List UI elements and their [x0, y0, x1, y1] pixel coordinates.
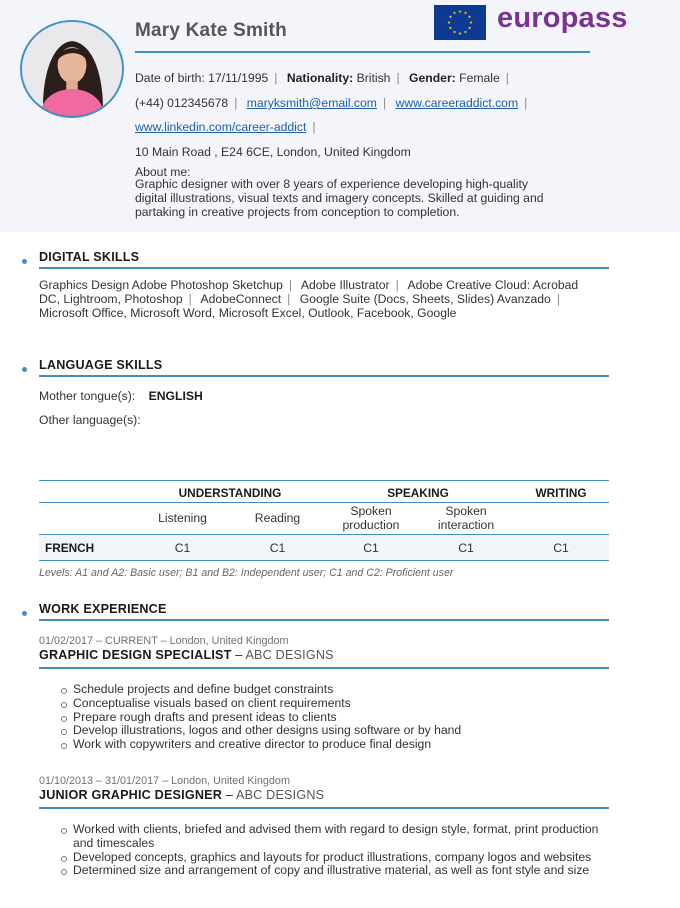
skill-item: Graphics Design Adobe Photoshop Sketchup [39, 278, 283, 292]
listening-level: C1 [174, 541, 191, 555]
speaking-header: SPEAKING [387, 486, 449, 500]
contact-line: (+44) 012345678 | maryksmith@email.com | www.careeraddict.com | [135, 96, 528, 110]
digital-skills-rule [39, 267, 609, 269]
spoken-production-subheader: Spoken production [342, 504, 400, 532]
nationality-label: Nationality: [286, 71, 354, 85]
table-rule [39, 480, 609, 481]
phone-number: (+44) 012345678 [135, 96, 229, 110]
profile-photo [20, 20, 124, 118]
mother-tongue-label: Mother tongue(s): [39, 389, 136, 403]
name-underline [135, 51, 590, 53]
list-item: Develop illustrations, logos and other designs using software or by hand [61, 724, 606, 738]
linkedin-link[interactable]: www.linkedin.com/career-addict [135, 120, 307, 134]
job-title-line: JUNIOR GRAPHIC DESIGNER – ABC DESIGNS [39, 788, 325, 802]
list-item: Determined size and arrangement of copy and illustrative material, as well as font style and size [61, 864, 606, 878]
eu-flag-icon [434, 5, 486, 40]
list-item: Conceptualise visuals based on client requirements [61, 697, 606, 711]
job-duties-list [61, 683, 606, 752]
nationality-value: British [356, 71, 391, 85]
job-title: JUNIOR GRAPHIC DESIGNER [39, 788, 223, 802]
about-label: About me: [135, 165, 191, 179]
job-dates: 01/10/2013 – 31/01/2017 – London, United Kingdom [39, 775, 290, 787]
linkedin-line: www.linkedin.com/career-addict | [135, 120, 316, 134]
job-rule [39, 667, 609, 669]
digital-skills-title: DIGITAL SKILLS [39, 250, 140, 264]
work-experience-rule [39, 619, 609, 621]
mother-tongue-line [39, 390, 599, 404]
skill-item: AdobeConnect [200, 291, 282, 306]
skill-item: Google Suite (Docs, Sheets, Slides) Avanzado [299, 291, 551, 306]
other-languages-label: Other language(s): [39, 413, 141, 427]
language-skills-title: LANGUAGE SKILLS [39, 358, 163, 372]
listening-subheader: Listening [158, 511, 207, 525]
list-item: Developed concepts, graphics and layouts for product illustrations, company logos and websites [61, 851, 606, 865]
birth-value: 17/11/1995 [208, 71, 269, 85]
digital-skills-list: Graphics Design Adobe Photoshop Sketchup | Adobe Illustrator | Adobe Creative Cloud: Acrobad DC, Lightroom, Photoshop | AdobeConnect | Google Suite (Docs, Sheets, Slides) Avanzado | Microsoft Office, Microsoft Word, Microsoft Excel, Outlook, Facebook, Google [39, 278, 579, 320]
skill-item: Microsoft Office, Microsoft Word, Microsoft Excel, Outlook, Facebook, Google [39, 305, 457, 320]
employer: ABC DESIGNS [235, 788, 325, 802]
address: 10 Main Road , E24 6CE, London, United Kingdom [135, 145, 411, 159]
personal-info-line: Date of birth: 17/11/1995 | Nationality: British | Gender: Female | [135, 71, 509, 85]
writing-header: WRITING [535, 486, 587, 500]
about-text: Graphic designer with over 8 years of experience developing high-quality digital illustrations, visual texts and imagery concepts. Skilled at guiding and partaking in creative projects from conception to completion. [135, 177, 544, 219]
person-name: Mary Kate Smith [135, 20, 287, 41]
levels-note: Levels: A1 and A2: Basic user; B1 and B2: Independent user; C1 and C2: Proficient user [39, 567, 454, 579]
table-rule [39, 502, 609, 503]
production-level: C1 [363, 541, 379, 555]
birth-label: Date of birth: [135, 71, 205, 85]
website-link[interactable]: www.careeraddict.com [395, 96, 519, 110]
language-name: FRENCH [45, 541, 95, 555]
list-item: Work with copywriters and creative director to produce final design [61, 738, 606, 752]
europass-logo: europass [497, 2, 628, 34]
language-skills-rule [39, 375, 609, 377]
job-dates: 01/02/2017 – CURRENT – London, United Kingdom [39, 635, 289, 647]
list-item: Schedule projects and define budget constraints [61, 683, 606, 697]
skill-item: Adobe Illustrator [300, 278, 390, 292]
list-item: Prepare rough drafts and present ideas to clients [61, 711, 606, 725]
job-title-line: GRAPHIC DESIGN SPECIALIST – ABC DESIGNS [39, 648, 334, 662]
employer: ABC DESIGNS [245, 648, 334, 662]
email-link[interactable]: maryksmith@email.com [246, 96, 377, 110]
job-rule [39, 807, 609, 809]
section-bullet-icon [22, 611, 27, 616]
list-item: Worked with clients, briefed and advised them with regard to design style, format, print production and timescales [61, 823, 606, 851]
section-bullet-icon [22, 259, 27, 264]
gender-label: Gender: [409, 71, 456, 85]
writing-level: C1 [553, 541, 569, 555]
interaction-level: C1 [458, 541, 474, 555]
table-rule [39, 560, 609, 561]
job-duties-list [61, 823, 606, 878]
profile-photo-icon [22, 22, 122, 116]
table-rule [39, 534, 609, 535]
work-experience-title: WORK EXPERIENCE [39, 602, 167, 616]
mother-tongue-value: ENGLISH [148, 389, 203, 403]
reading-subheader: Reading [254, 511, 301, 525]
skill-item: Adobe Creative Cloud: Acrobad DC, Lightroom, Photoshop [39, 278, 579, 306]
understanding-header: UNDERSTANDING [178, 486, 282, 500]
gender-value: Female [459, 71, 500, 85]
reading-level: C1 [269, 541, 286, 555]
section-bullet-icon [22, 367, 27, 372]
job-title: GRAPHIC DESIGN SPECIALIST [39, 648, 232, 662]
spoken-interaction-subheader: Spoken interaction [437, 504, 495, 532]
